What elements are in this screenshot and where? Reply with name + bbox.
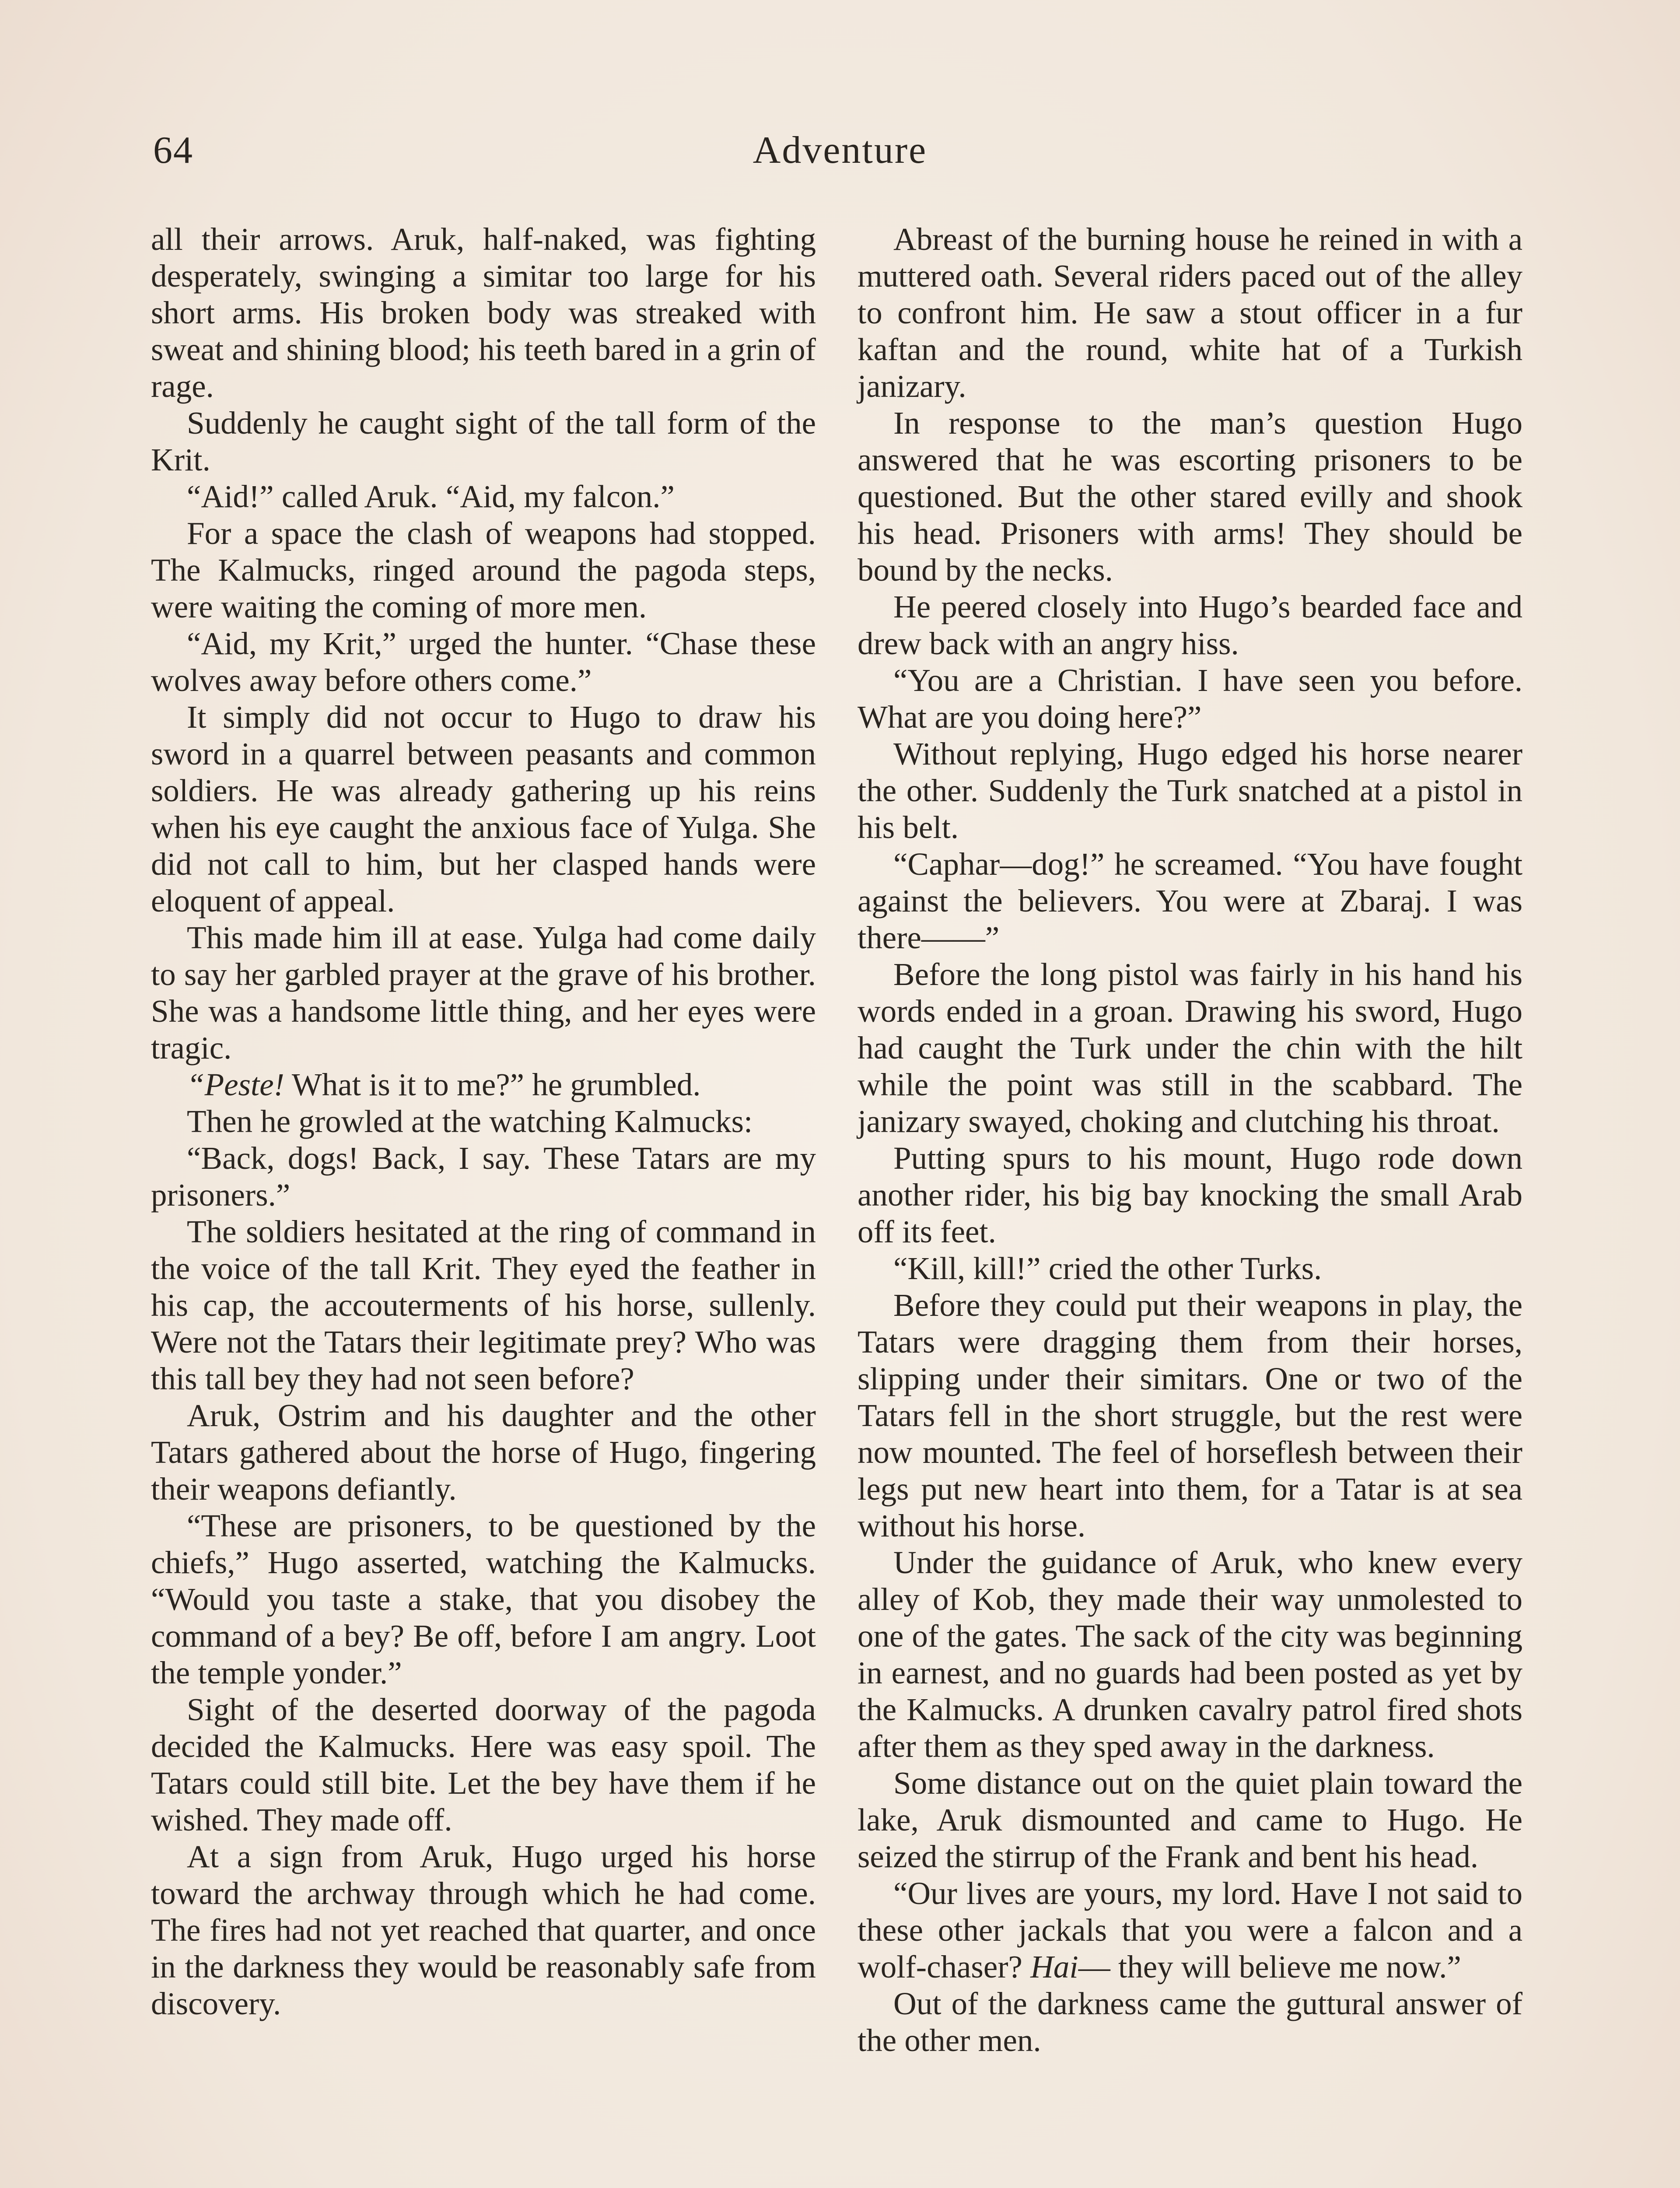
paragraph: Out of the darkness came the guttural answer of the other men.	[858, 1986, 1522, 2058]
paragraph: “Back, dogs! Back, I say. These Tatars are my prisoners.”	[151, 1140, 816, 1213]
paragraph: In response to the man’s question Hugo answered that he was escorting prisoners to be questioned. But the other stared evilly and shook his head. Prisoners with arms! They should be bound by the necks.	[858, 405, 1522, 588]
paragraph: Before they could put their weapons in play, the Tatars were dragging them from their horses, slipping under their simitars. One or two of the Tatars fell in the short struggle, but the rest were now mounted. The feel of horseflesh between their legs put new heart into them, for a Tatar is at sea without his horse.	[858, 1287, 1522, 1543]
paragraph-text: “Our lives are yours, my lord. Have I not said to these other jackals that you were a falcon and a wolf-chaser?	[858, 1876, 1522, 1985]
text-column-left	[151, 221, 816, 2022]
running-head: Adventure	[752, 129, 928, 172]
paragraph-text: What is it to me?” he grumbled.	[284, 1067, 701, 1102]
paragraph	[151, 1066, 816, 1103]
paragraph: Abreast of the burning house he reined in with a muttered oath. Several riders paced out of the alley to confront him. He saw a stout officer in a fur kaftan and the round, white hat of a Turkish janizary.	[858, 221, 1522, 404]
paragraph: For a space the clash of weapons had stopped. The Kalmucks, ringed around the pagoda steps, were waiting the coming of more men.	[151, 515, 816, 624]
paragraph: Without replying, Hugo edged his horse nearer the other. Suddenly the Turk snatched at a pistol in his belt.	[858, 736, 1522, 845]
paragraph: “These are prisoners, to be questioned by the chiefs,” Hugo asserted, watching the Kalmucks. “Would you taste a stake, that you disobey the command of a bey? Be off, before I am angry. Loot the temple yonder.”	[151, 1508, 816, 1690]
paragraph: Before the long pistol was fairly in his hand his words ended in a groan. Drawing his sword, Hugo had caught the Turk under the chin with the hilt while the point was still in the scabbard. The janizary swayed, choking and clutching his throat.	[858, 957, 1522, 1139]
paragraph: Sight of the deserted doorway of the pagoda decided the Kalmucks. Here was easy spoil. The Tatars could still bite. Let the bey have them if he wished. They made off.	[151, 1692, 816, 1837]
paragraph: He peered closely into Hugo’s bearded face and drew back with an angry hiss.	[858, 589, 1522, 661]
paragraph: At a sign from Aruk, Hugo urged his horse toward the archway through which he had come. The fires had not yet reached that quarter, and once in the darkness they would be reasonably safe from discovery.	[151, 1839, 816, 2021]
paragraph: “Aid!” called Aruk. “Aid, my falcon.”	[187, 479, 675, 514]
paragraph: This made him ill at ease. Yulga had come daily to say her garbled prayer at the grave of his brother. She was a handsome little thing, and her eyes were tragic.	[151, 920, 816, 1066]
paragraph: all their arrows. Aruk, half-naked, was fighting desperately, swinging a simitar too large for his short arms. His broken body was streaked with sweat and shining blood; his teeth bared in a grin of rage.	[151, 221, 816, 404]
paragraph: It simply did not occur to Hugo to draw his sword in a quarrel between peasants and common soldiers. He was already gathering up his reins when his eye caught the anxious face of Yulga. She did not call to him, but her clasped hands were eloquent of appeal.	[151, 699, 816, 919]
paragraph	[858, 1875, 1522, 1985]
paragraph: Some distance out on the quiet plain toward the lake, Aruk dismounted and came to Hugo. He seized the stirrup of the Frank and bent his head.	[858, 1765, 1522, 1874]
paragraph: Then he growled at the watching Kalmucks:	[187, 1104, 753, 1139]
italic-exclamation: “Peste!	[187, 1067, 284, 1102]
paragraph: Putting spurs to his mount, Hugo rode down another rider, his big bay knocking the small Arab off its feet.	[858, 1140, 1522, 1249]
text-column-right	[858, 221, 1522, 2059]
paragraph: “You are a Christian. I have seen you before. What are you doing here?”	[858, 663, 1522, 735]
paragraph: “Caphar—dog!” he screamed. “You have fought against the believers. You were at Zbaraj. I was there——”	[858, 846, 1522, 955]
paragraph: “Kill, kill!” cried the other Turks.	[893, 1251, 1322, 1286]
page-number: 64	[153, 129, 193, 172]
paragraph: The soldiers hesitated at the ring of command in the voice of the tall Krit. They eyed the feather in his cap, the accouterments of his horse, sullenly. Were not the Tatars their legitimate prey? Who was this tall bey they had not seen before?	[151, 1214, 816, 1396]
paragraph-text: — they will believe me now.”	[1078, 1949, 1461, 1985]
italic-exclamation: Hai	[1030, 1949, 1078, 1985]
paragraph: Suddenly he caught sight of the tall form of the Krit.	[151, 405, 816, 477]
paragraph: “Aid, my Krit,” urged the hunter. “Chase these wolves away before others come.”	[151, 626, 816, 698]
paragraph: Aruk, Ostrim and his daughter and the other Tatars gathered about the horse of Hugo, fingering their weapons defiantly.	[151, 1398, 816, 1507]
paragraph: Under the guidance of Aruk, who knew every alley of Kob, they made their way unmolested to one of the gates. The sack of the city was beginning in earnest, and no guards had been posted as yet by the Kalmucks. A drunken cavalry patrol fired shots after them as they sped away in the darkness.	[858, 1545, 1522, 1764]
